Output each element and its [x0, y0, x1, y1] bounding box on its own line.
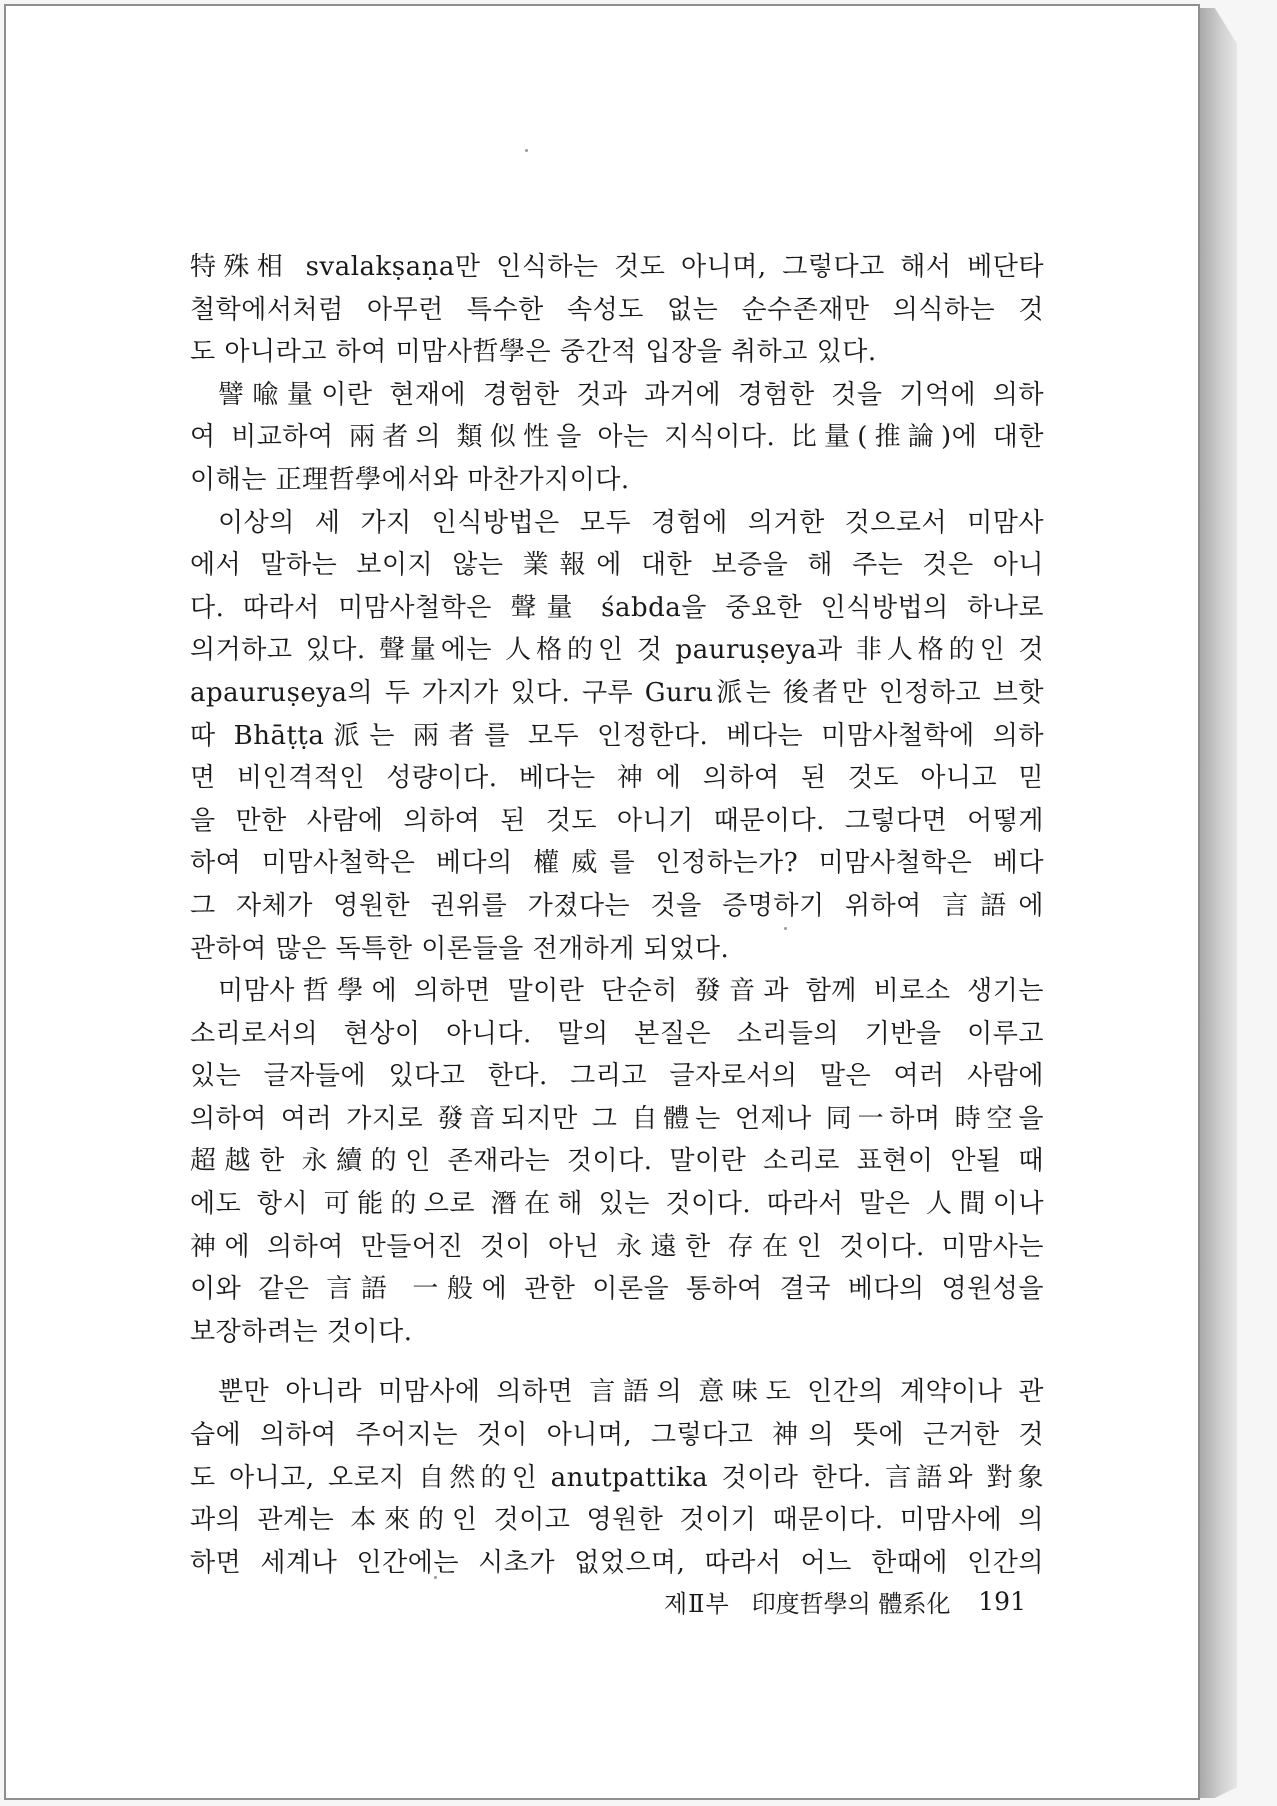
text-line: apauruṣeya의 두 가지가 있다. 구루 Guru派는 後者만 인정하고 브핫: [190, 677, 1044, 708]
text-line: 에서 말하는 보이지 않는 業報에 대한 보증을 해 주는 것은 아니: [190, 550, 1044, 581]
paragraph-3: [190, 502, 1044, 971]
text-line: 하면 세계나 인간에는 시초가 없었으며, 따라서 어느 한때에 인간의: [190, 1547, 1044, 1578]
text-line: 도 아니고, 오로지 自然的인 anutpattika 것이라 한다. 言語와 對象: [190, 1462, 1044, 1493]
text-line: 따 Bhāṭṭa派는 兩者를 모두 인정한다. 베다는 미맘사철학에 의하: [190, 720, 1044, 751]
text-line: 에도 항시 可能的으로 潛在해 있는 것이다. 따라서 말은 人間이나: [190, 1189, 1044, 1220]
body-text: [190, 246, 1044, 1584]
text-line: 철학에서처럼 아무런 특수한 속성도 없는 순수존재만 의식하는 것: [190, 294, 1044, 325]
text-line: 이상의 세 가지 인식방법은 모두 경험에 의거한 것으로서 미맘사: [218, 507, 1044, 538]
text-line: 보장하려는 것이다.: [190, 1316, 413, 1347]
text-line: 있는 글자들에 있다고 한다. 그리고 글자로서의 말은 여러 사람에: [190, 1061, 1044, 1092]
text-line: 이해는 正理哲學에서와 마찬가지이다.: [190, 464, 630, 495]
page-edge-shadow: [1200, 8, 1237, 1798]
text-line: 이와 같은 言語 一般에 관한 이론을 통하여 결국 베다의 영원성을: [190, 1274, 1044, 1305]
text-line: 을 만한 사람에 의하여 된 것도 아니기 때문이다. 그렇다면 어떻게: [190, 805, 1044, 836]
text-line: 하여 미맘사철학은 베다의 權威를 인정하는가? 미맘사철학은 베다: [190, 848, 1044, 879]
paragraph-2: [190, 374, 1044, 502]
text-line: 면 비인격적인 성량이다. 베다는 神에 의하여 된 것도 아니고 믿: [190, 763, 1044, 794]
text-line: 뿐만 아니라 미맘사에 의하면 言語의 意味도 인간의 계약이나 관: [218, 1377, 1044, 1408]
paragraph-spacer: [190, 1353, 1044, 1371]
paragraph-5: [190, 1371, 1044, 1584]
text-line: 관하여 많은 독특한 이론들을 전개하게 되었다.: [190, 933, 730, 964]
text-line: 습에 의하여 주어지는 것이 아니며, 그렇다고 神의 뜻에 근거한 것: [190, 1420, 1044, 1451]
text-line: 도 아니라고 하여 미맘사哲學은 중간적 입장을 취하고 있다.: [190, 337, 877, 368]
paragraph-4: [190, 970, 1044, 1353]
text-line: 神에 의하여 만들어진 것이 아닌 永遠한 存在인 것이다. 미맘사는: [190, 1231, 1044, 1262]
text-line: 그 자체가 영원한 권위를 가졌다는 것을 증명하기 위하여 言語에: [190, 890, 1044, 921]
text-line: 譬喩量이란 현재에 경험한 것과 과거에 경험한 것을 기억에 의하: [218, 379, 1044, 410]
text-line: 과의 관계는 本來的인 것이고 영원한 것이기 때문이다. 미맘사에 의: [190, 1505, 1044, 1536]
text-line: 미맘사哲學에 의하면 말이란 단순히 發音과 함께 비로소 생기는: [218, 976, 1044, 1007]
running-footer: [664, 1581, 1026, 1621]
text-line: 의하여 여러 가지로 發音되지만 그 自體는 언제나 同一하며 時空을: [190, 1103, 1044, 1134]
footer-chapter-title: 印度哲學의 體系化: [751, 1589, 951, 1618]
footer-part-label: 제Ⅱ부: [664, 1589, 730, 1618]
text-line: 超越한 永續的인 존재라는 것이다. 말이란 소리로 표현이 안될 때: [190, 1146, 1044, 1177]
scan-speck: [525, 149, 528, 152]
text-line: 特殊相 svalakṣaṇa만 인식하는 것도 아니며, 그렇다고 해서 베단타: [190, 252, 1044, 282]
text-line: 의거하고 있다. 聲量에는 人格的인 것 pauruṣeya과 非人格的인 것: [190, 635, 1044, 666]
page-number: 191: [978, 1586, 1026, 1616]
text-line: 소리로서의 현상이 아니다. 말의 본질은 소리들의 기반을 이루고: [190, 1018, 1044, 1049]
paragraph-1: [190, 246, 1044, 374]
text-line: 여 비교하여 兩者의 類似性을 아는 지식이다. 比量(推論)에 대한: [190, 422, 1044, 453]
text-line: 다. 따라서 미맘사철학은 聲量 śabda을 중요한 인식방법의 하나로: [190, 592, 1044, 623]
